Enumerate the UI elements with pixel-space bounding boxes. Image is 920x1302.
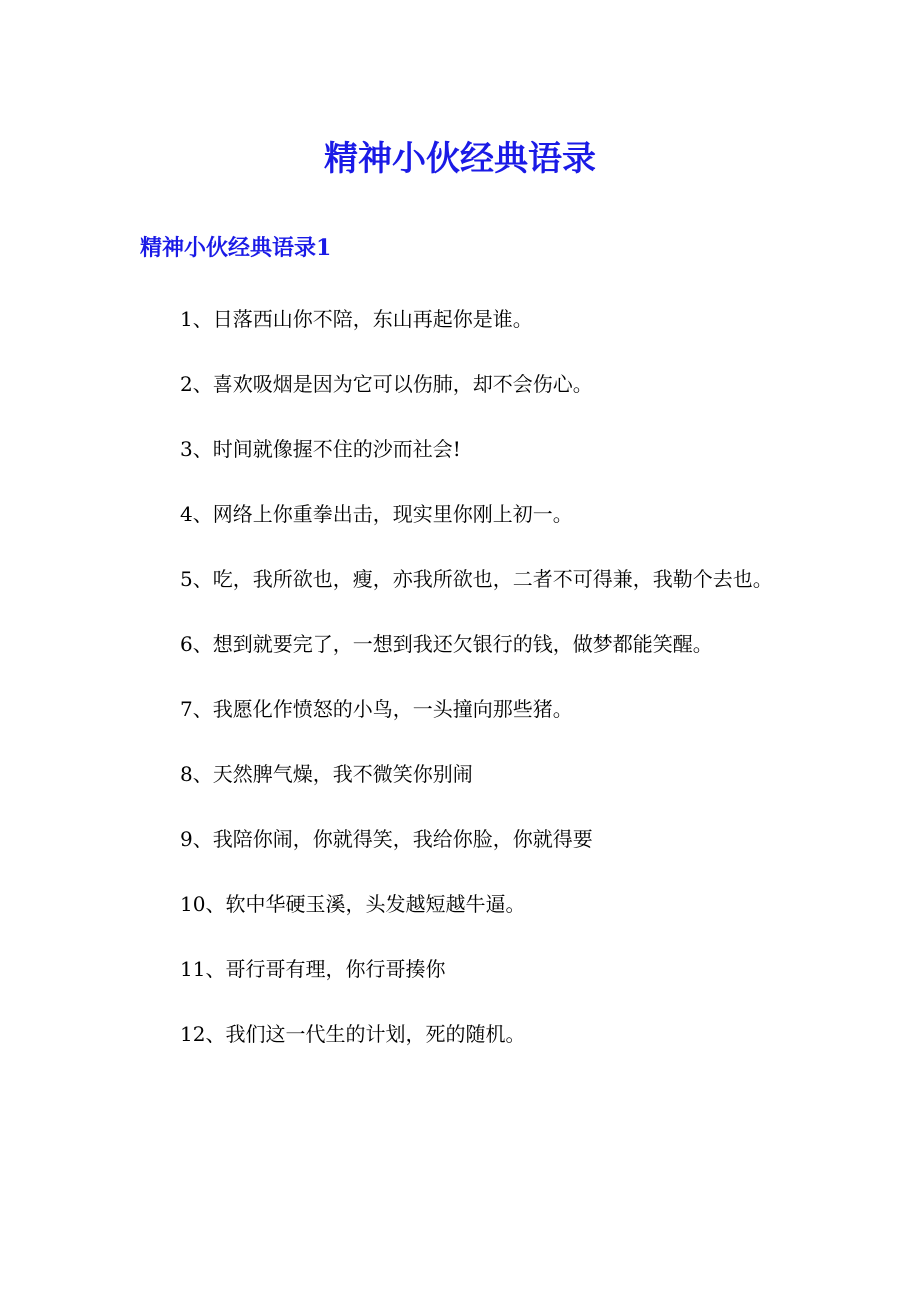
quote-list [140, 296, 780, 1076]
list-item: 4、网络上你重拳出击，现实里你刚上初一。 [180, 502, 573, 526]
list-item: 6、想到就要完了，一想到我还欠银行的钱，做梦都能笑醒。 [180, 632, 713, 656]
list-item: 1、日落西山你不陪，东山再起你是谁。 [180, 307, 533, 331]
list-item: 8、天然脾气燥，我不微笑你别闹 [180, 762, 473, 786]
document-title: 精神小伙经典语录 [324, 139, 596, 179]
list-item: 12、我们这一代生的计划，死的随机。 [180, 1022, 526, 1046]
list-item: 7、我愿化作愤怒的小鸟，一头撞向那些猪。 [180, 697, 573, 721]
list-item: 5、吃，我所欲也，瘦，亦我所欲也，二者不可得兼，我勒个去也。 [180, 567, 773, 591]
list-item: 10、软中华硬玉溪，头发越短越牛逼。 [180, 892, 526, 916]
section-heading: 精神小伙经典语录1 [140, 235, 332, 261]
list-item: 9、我陪你闹，你就得笑，我给你脸，你就得要 [180, 827, 593, 851]
list-item: 3、时间就像握不住的沙而社会! [180, 437, 461, 461]
list-item: 11、哥行哥有理，你行哥揍你 [180, 957, 446, 981]
list-item: 2、喜欢吸烟是因为它可以伤肺，却不会伤心。 [180, 372, 593, 396]
